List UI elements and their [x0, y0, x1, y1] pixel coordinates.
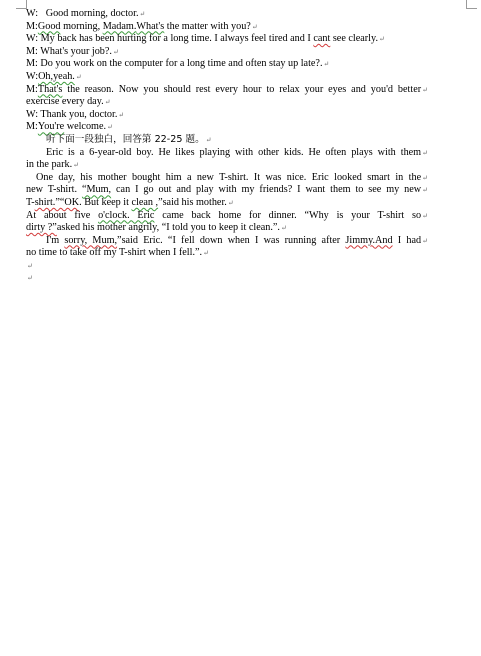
paragraph-mark-icon: ↵: [27, 261, 33, 270]
text-run: M: What's your job?.: [26, 45, 112, 57]
text-run: can I go out and play with my friends? I want them to see my new: [111, 184, 422, 196]
spellcheck-flagged-text: Jimmy.And: [345, 234, 393, 246]
text-run: asked his mother angrily, “I told you to keep it clean.”.: [56, 222, 280, 234]
text-run: M:: [26, 121, 38, 133]
paragraph-mark-icon: ↵: [203, 249, 209, 258]
paragraph-mark-icon: ↵: [112, 47, 119, 56]
text-run: exercise every day.: [26, 96, 104, 108]
paragraph-mark-icon: ↵: [280, 224, 287, 233]
paragraph-mark-icon: ↵: [227, 198, 234, 207]
paragraph[interactable]: [26, 21, 428, 34]
paragraph-mark-icon: ↵: [139, 10, 146, 18]
text-run: see clearly.: [330, 33, 378, 45]
spellcheck-flagged-text: Good: [37, 20, 61, 32]
empty-paragraph[interactable]: [26, 272, 428, 285]
paragraph-mark-icon: ↵: [104, 98, 111, 107]
spellcheck-flagged-text: o'clock. Eric: [98, 209, 155, 221]
paragraph-mark-icon: ↵: [422, 211, 428, 220]
paragraph-mark-icon: ↵: [422, 85, 428, 94]
spellcheck-flagged-text: dirty ?”: [26, 222, 57, 234]
paragraph-mark-icon: ↵: [118, 110, 125, 119]
text-run: . But keep it: [79, 196, 132, 208]
paragraph[interactable]: [26, 235, 428, 248]
paragraph-mark-icon: ↵: [422, 148, 428, 157]
text-run: W:: [26, 70, 39, 82]
text-run: One day, his mother bought him a new T-shirt. It was nice. Eric looked smart in the: [36, 171, 422, 183]
paragraph-mark-icon: ↵: [422, 236, 428, 245]
paragraph[interactable]: [26, 46, 428, 59]
paragraph-mark-icon: ↵: [323, 60, 330, 69]
paragraph-mark-icon: ↵: [251, 22, 258, 31]
text-run: At about five: [26, 209, 99, 221]
paragraph[interactable]: [26, 84, 428, 97]
paragraph-mark-icon: ↵: [107, 123, 113, 132]
paragraph[interactable]: [26, 159, 428, 172]
paragraph[interactable]: [26, 109, 428, 122]
text-run: I'm: [46, 234, 65, 246]
paragraph-mark-icon: ↵: [27, 274, 33, 283]
text-run: T-: [26, 196, 35, 208]
paragraph[interactable]: [26, 96, 428, 109]
text-run: W: My back has been hurting for a long time. I always feel tired and I: [26, 33, 314, 45]
paragraph-mark-icon: ↵: [422, 186, 428, 195]
paragraph-mark-icon: ↵: [75, 72, 82, 81]
paragraph-mark-icon: ↵: [379, 35, 385, 44]
spellcheck-flagged-text: clean ,: [131, 196, 159, 208]
text-run: 听下面一段独白，回答第 22-25 题。: [46, 133, 205, 145]
paragraph[interactable]: [26, 134, 428, 147]
paragraph[interactable]: [26, 71, 428, 84]
paragraph[interactable]: [26, 121, 428, 134]
empty-paragraph[interactable]: [26, 260, 428, 273]
text-run: the matter with you?: [164, 20, 251, 32]
paragraph[interactable]: [26, 147, 428, 160]
text-run: Eric is a 6-year-old boy. He likes playing with other kids. He often plays with them: [46, 146, 422, 158]
text-run: M:: [26, 83, 38, 95]
text-run: came back home for dinner. “Why is your T-shirt so: [154, 209, 422, 221]
text-run: no time to take off my T-shirt when I fell.”.: [26, 247, 203, 259]
top-right-margin-mark: [466, 0, 477, 9]
spellcheck-flagged-text: cant: [313, 33, 331, 45]
spellcheck-flagged-text: Madam.: [102, 20, 137, 32]
paragraph[interactable]: [26, 33, 428, 46]
text-run: W: Thank you, doctor.: [26, 108, 118, 120]
paragraph[interactable]: [26, 222, 428, 235]
text-run: M:: [26, 20, 38, 32]
text-run: new T-shirt.: [26, 184, 82, 196]
text-run: the reason. Now you should rest every hour to relax your eyes and you'd better: [62, 83, 422, 95]
spellcheck-flagged-text: shirt.”“OK: [34, 196, 80, 208]
paragraph[interactable]: [26, 8, 428, 21]
text-run: ”said his mother.: [158, 196, 227, 208]
text-run: I had: [392, 234, 422, 246]
paragraph[interactable]: [26, 210, 428, 223]
paragraph[interactable]: [26, 184, 428, 197]
text-run: W: Good morning, doctor.: [26, 8, 139, 19]
paragraph[interactable]: [26, 172, 428, 185]
spellcheck-flagged-text: What's: [136, 20, 165, 32]
text-run: ”said Eric. “I fell down when I was running after: [117, 234, 346, 246]
spellcheck-flagged-text: “Mum,: [81, 184, 112, 196]
spellcheck-flagged-text: You're: [37, 121, 65, 133]
spellcheck-flagged-text: sorry, Mum,: [64, 234, 118, 246]
paragraph[interactable]: [26, 58, 428, 71]
text-run: morning,: [60, 20, 103, 32]
paragraph[interactable]: [26, 197, 428, 210]
document-body[interactable]: [26, 8, 428, 285]
text-run: M: Do you work on the computer for a long time and often stay up late?.: [26, 58, 323, 70]
paragraph[interactable]: [26, 247, 428, 260]
paragraph-mark-icon: ↵: [73, 161, 79, 170]
paragraph-mark-icon: ↵: [422, 173, 428, 182]
text-run: in the park.: [26, 159, 73, 171]
paragraph-mark-icon: ↵: [205, 135, 212, 144]
text-run: welcome.: [64, 121, 107, 133]
spellcheck-flagged-text: That's: [37, 83, 63, 95]
spellcheck-flagged-text: Oh,yeah.: [38, 70, 75, 82]
